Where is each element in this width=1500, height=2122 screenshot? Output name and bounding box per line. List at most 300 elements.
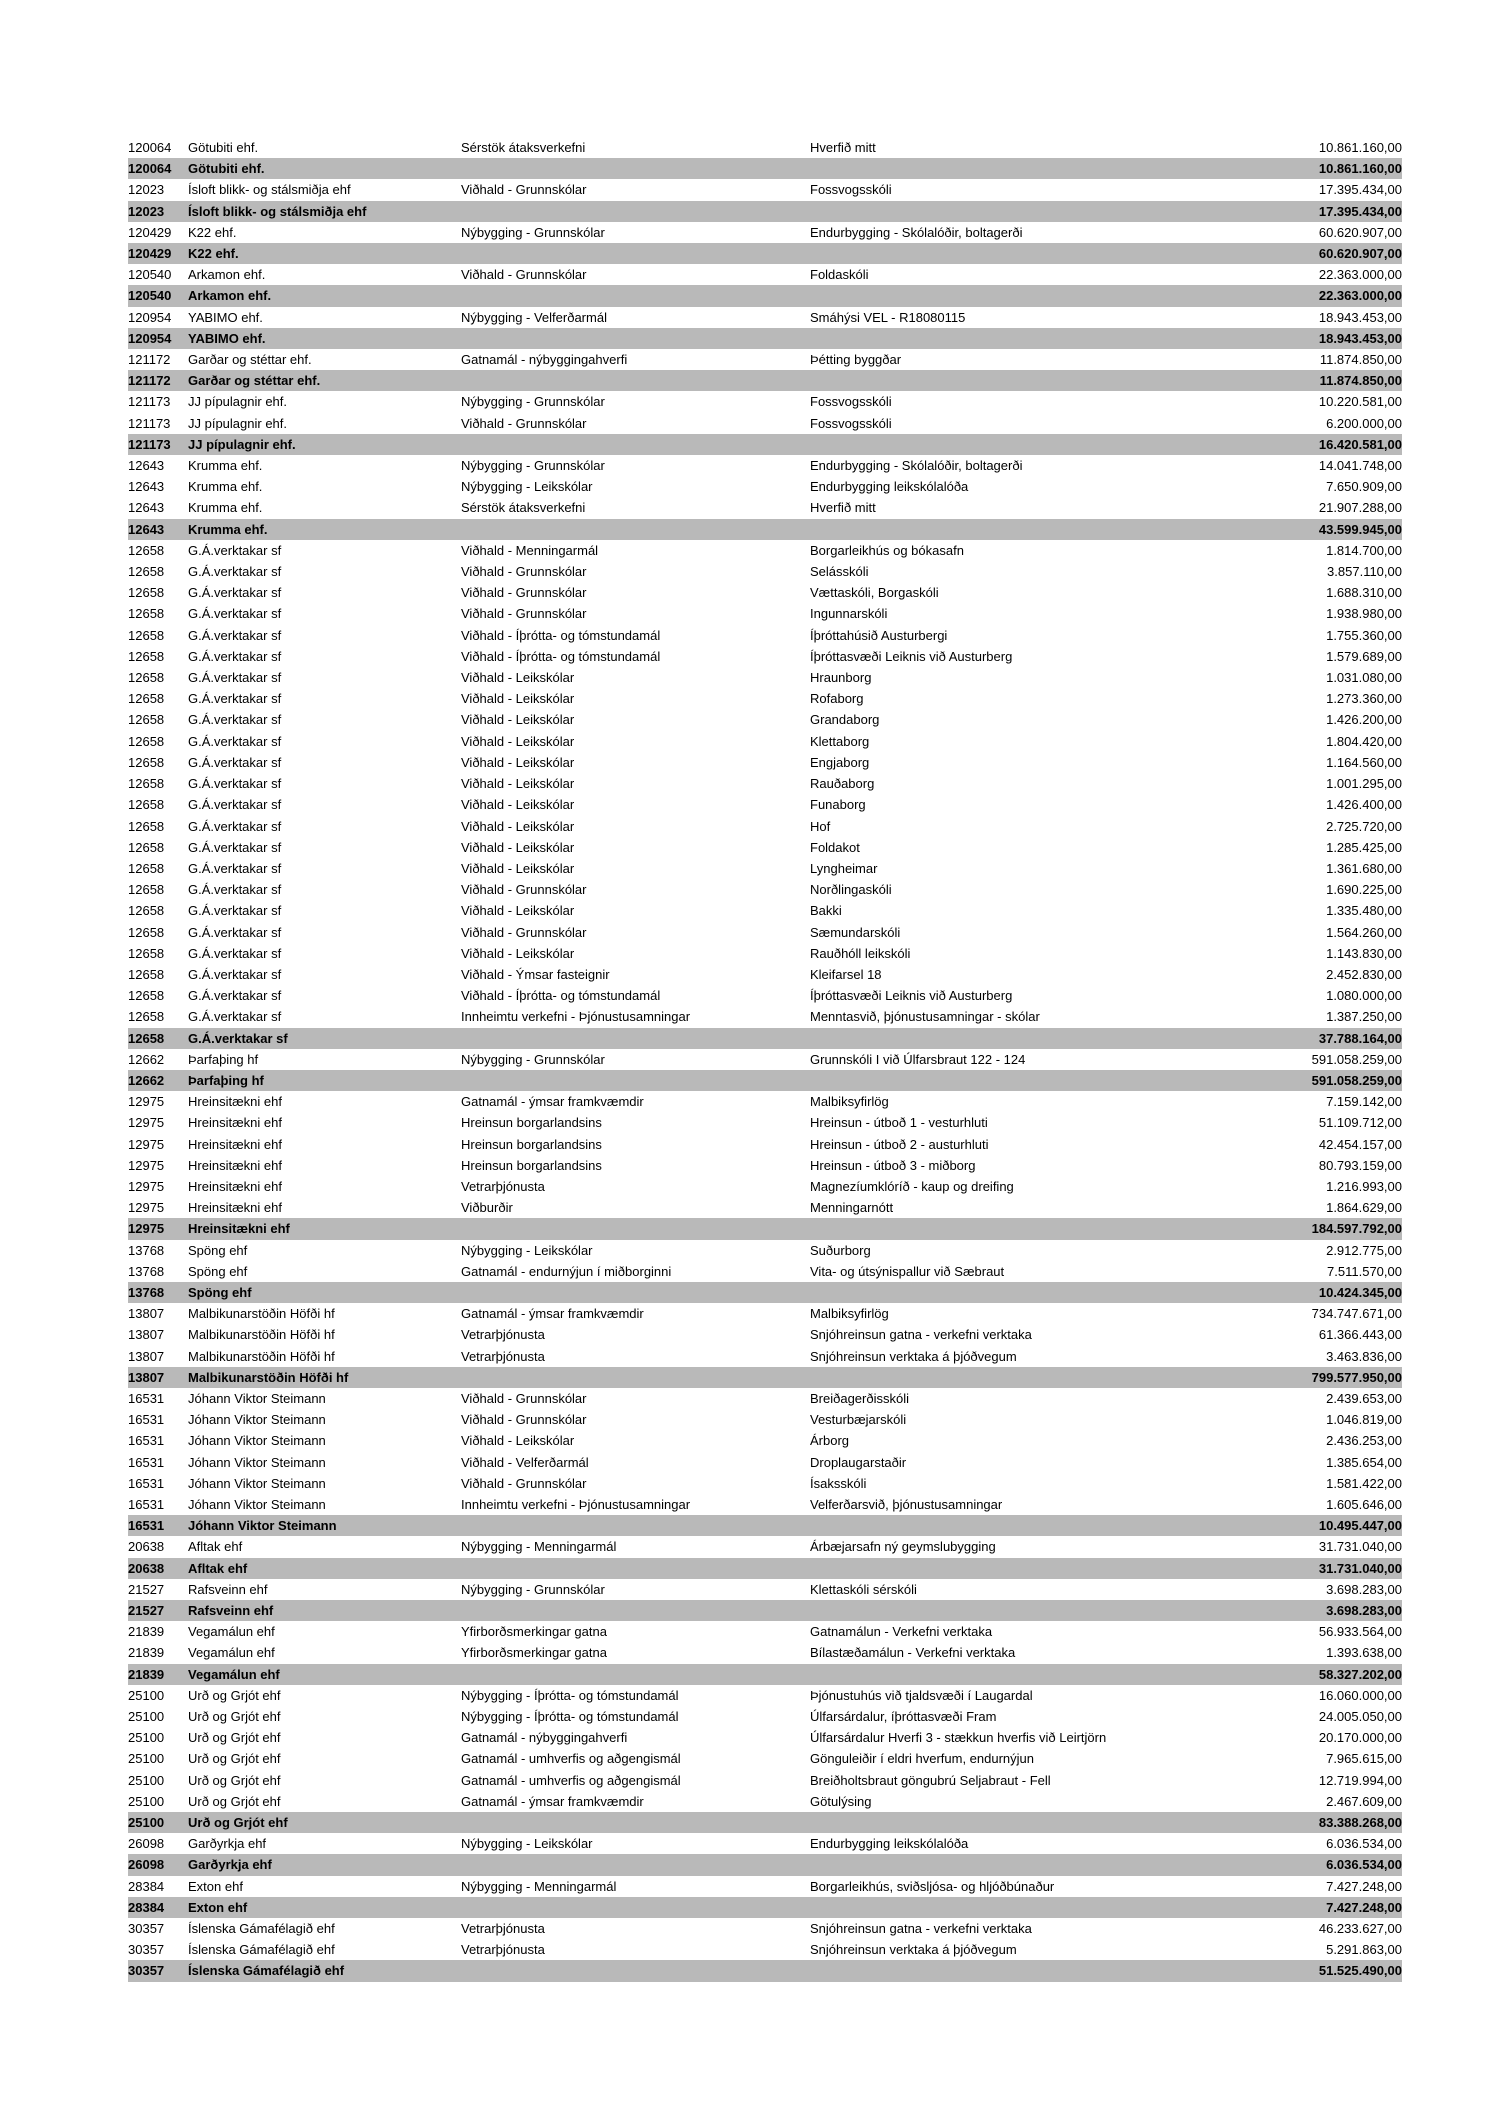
vendor-name-cell: Jóhann Viktor Steimann — [188, 1390, 326, 1406]
description-cell: Endurbygging leikskólalóða — [810, 479, 969, 495]
category-cell: Yfirborðsmerkingar gatna — [461, 1645, 607, 1661]
description-cell — [810, 1218, 1292, 1239]
vendor-id-cell: 12658 — [128, 733, 165, 749]
description-cell — [810, 370, 1292, 391]
amount-cell: 58.327.202,00 — [1318, 1666, 1402, 1682]
description-cell: Úlfarsárdalur Hverfi 3 - stækkun hverfis við Leirtjörn — [810, 1730, 1107, 1746]
vendor-name-cell: Garðyrkja ehf — [188, 1857, 272, 1873]
category-cell: Nýbygging - Leikskólar — [461, 1836, 593, 1852]
description-cell: Grunnskóli I við Úlfarsbraut 122 - 124 — [810, 1051, 1026, 1067]
amount-cell: 10.220.581,00 — [1318, 394, 1402, 410]
vendor-id-cell: 120954 — [128, 330, 172, 346]
vendor-name-cell: Afltak ehf — [188, 1560, 248, 1576]
description-cell: Kleifarsel 18 — [810, 966, 882, 982]
table-summary-row — [128, 1282, 1402, 1303]
description-cell — [810, 243, 1292, 264]
description-cell: Engjaborg — [810, 754, 870, 770]
description-cell — [810, 1282, 1292, 1303]
description-cell: Malbiksyfirlög — [810, 1094, 889, 1110]
description-cell: Smáhýsi VEL - R18080115 — [810, 309, 966, 325]
expenses-table — [128, 137, 1402, 1982]
vendor-name-cell: G.Á.verktakar sf — [188, 606, 282, 622]
vendor-id-cell: 16531 — [128, 1518, 165, 1534]
vendor-id-cell: 13807 — [128, 1348, 165, 1364]
table-row — [128, 646, 1402, 667]
amount-cell: 6.036.534,00 — [1326, 1857, 1402, 1873]
amount-cell: 83.388.268,00 — [1318, 1815, 1402, 1831]
vendor-id-cell: 12975 — [128, 1178, 165, 1194]
category-cell: Viðhald - Grunnskólar — [461, 415, 587, 431]
description-cell: Hreinsun - útboð 1 - vesturhluti — [810, 1115, 988, 1131]
vendor-name-cell: Arkamon ehf. — [188, 267, 266, 283]
vendor-id-cell: 12658 — [128, 691, 165, 707]
description-cell: Snjóhreinsun verktaka á þjóðvegum — [810, 1942, 1017, 1958]
vendor-name-cell: Íslenska Gámafélagið ehf — [188, 1921, 335, 1937]
description-cell — [810, 1367, 1292, 1388]
vendor-name-cell: Hreinsitækni ehf — [188, 1136, 282, 1152]
vendor-id-cell: 21527 — [128, 1603, 165, 1619]
description-cell: Fossvogsskóli — [810, 415, 892, 431]
table-row — [128, 900, 1402, 921]
vendor-name-cell: Jóhann Viktor Steimann — [188, 1518, 337, 1534]
vendor-id-cell: 12658 — [128, 754, 165, 770]
vendor-name-cell: Rafsveinn ehf — [188, 1581, 268, 1597]
table-row — [128, 1430, 1402, 1451]
vendor-id-cell: 13768 — [128, 1242, 165, 1258]
category-cell: Nýbygging - Grunnskólar — [461, 224, 605, 240]
table-row — [128, 1261, 1402, 1282]
table-summary-row — [128, 1218, 1402, 1239]
table-row — [128, 179, 1402, 200]
category-cell: Vetrarþjónusta — [461, 1942, 545, 1958]
amount-cell: 80.793.159,00 — [1318, 1157, 1402, 1173]
category-cell: Viðhald - Leikskólar — [461, 797, 575, 813]
vendor-id-cell: 12658 — [128, 585, 165, 601]
vendor-name-cell: G.Á.verktakar sf — [188, 691, 282, 707]
table-row — [128, 1197, 1402, 1218]
amount-cell: 1.579.689,00 — [1326, 648, 1402, 664]
table-summary-row — [128, 1960, 1402, 1981]
vendor-name-cell: K22 ehf. — [188, 224, 237, 240]
category-cell: Viðhald - Leikskólar — [461, 1433, 575, 1449]
description-cell: Magnezíumklóríð - kaup og dreifing — [810, 1178, 1014, 1194]
table-row — [128, 603, 1402, 624]
vendor-name-cell: Spöng ehf — [188, 1263, 248, 1279]
vendor-name-cell: Krumma ehf. — [188, 500, 263, 516]
table-row — [128, 1833, 1402, 1854]
vendor-id-cell: 13807 — [128, 1369, 165, 1385]
vendor-name-cell: G.Á.verktakar sf — [188, 903, 282, 919]
description-cell: Fossvogsskóli — [810, 394, 892, 410]
vendor-id-cell: 28384 — [128, 1878, 165, 1894]
amount-cell: 2.439.653,00 — [1326, 1390, 1402, 1406]
category-cell — [461, 328, 810, 349]
category-cell: Viðhald - Leikskólar — [461, 712, 575, 728]
amount-cell: 1.581.422,00 — [1326, 1475, 1402, 1491]
amount-cell: 1.031.080,00 — [1326, 670, 1402, 686]
amount-cell: 2.436.253,00 — [1326, 1433, 1402, 1449]
vendor-expense-report — [128, 137, 1402, 1982]
amount-cell: 1.605.646,00 — [1326, 1497, 1402, 1512]
amount-cell: 1.001.295,00 — [1326, 776, 1402, 792]
description-cell: Breiðholtsbraut göngubrú Seljabraut - Fell — [810, 1772, 1051, 1788]
vendor-id-cell: 25100 — [128, 1709, 165, 1725]
description-cell: Vesturbæjarskóli — [810, 1412, 907, 1428]
table-summary-row — [128, 1812, 1402, 1833]
description-cell: Borgarleikhús, sviðsljósa- og hljóðbúnaður — [810, 1878, 1055, 1894]
vendor-name-cell: Urð og Grjót ehf — [188, 1709, 281, 1725]
category-cell: Viðhald - Leikskólar — [461, 860, 575, 876]
amount-cell: 1.690.225,00 — [1326, 882, 1402, 898]
description-cell: Klettaborg — [810, 733, 870, 749]
table-row — [128, 1112, 1402, 1133]
vendor-name-cell: G.Á.verktakar sf — [188, 585, 282, 601]
table-summary-row — [128, 1515, 1402, 1536]
category-cell: Nýbygging - Íþrótta- og tómstundamál — [461, 1687, 679, 1703]
table-summary-row — [128, 1664, 1402, 1685]
category-cell — [461, 519, 810, 540]
table-row — [128, 1388, 1402, 1409]
description-cell — [810, 1600, 1292, 1621]
amount-cell: 5.291.863,00 — [1326, 1942, 1402, 1958]
table-row — [128, 264, 1402, 285]
vendor-name-cell: Exton ehf — [188, 1899, 248, 1915]
vendor-name-cell: G.Á.verktakar sf — [188, 839, 282, 855]
table-row — [128, 1134, 1402, 1155]
table-row — [128, 1006, 1402, 1027]
amount-cell: 61.366.443,00 — [1318, 1327, 1402, 1343]
category-cell — [461, 285, 810, 306]
vendor-name-cell: Vegamálun ehf — [188, 1666, 280, 1682]
vendor-name-cell: Jóhann Viktor Steimann — [188, 1475, 326, 1491]
vendor-id-cell: 12658 — [128, 1009, 165, 1025]
amount-cell: 1.688.310,00 — [1326, 585, 1402, 601]
description-cell: Foldaskóli — [810, 267, 869, 283]
amount-cell: 10.861.160,00 — [1318, 161, 1402, 177]
amount-cell: 7.650.909,00 — [1326, 479, 1402, 495]
vendor-id-cell: 12658 — [128, 648, 165, 664]
category-cell — [461, 1897, 810, 1918]
description-cell: Lyngheimar — [810, 860, 878, 876]
description-cell: Foldakot — [810, 839, 860, 855]
table-summary-row — [128, 243, 1402, 264]
table-row — [128, 667, 1402, 688]
category-cell: Gatnamál - ýmsar framkvæmdir — [461, 1306, 644, 1322]
description-cell: Malbiksyfirlög — [810, 1306, 889, 1322]
amount-cell: 31.731.040,00 — [1318, 1560, 1402, 1576]
table-summary-row — [128, 434, 1402, 455]
description-cell: Klettaskóli sérskóli — [810, 1581, 917, 1597]
vendor-name-cell: Vegamálun ehf — [188, 1645, 275, 1661]
vendor-id-cell: 12643 — [128, 521, 165, 537]
amount-cell: 3.463.836,00 — [1326, 1348, 1402, 1364]
vendor-name-cell: Exton ehf — [188, 1878, 243, 1894]
category-cell: Viðhald - Ýmsar fasteignir — [461, 966, 610, 982]
amount-cell: 3.698.283,00 — [1326, 1581, 1402, 1597]
table-row — [128, 1303, 1402, 1324]
amount-cell: 184.597.792,00 — [1311, 1221, 1402, 1237]
vendor-id-cell: 12023 — [128, 182, 165, 198]
category-cell: Viðhald - Íþrótta- og tómstundamál — [461, 988, 661, 1004]
description-cell — [810, 1897, 1292, 1918]
vendor-id-cell: 12658 — [128, 882, 165, 898]
description-cell: Íþróttahúsið Austurbergi — [810, 627, 948, 643]
vendor-name-cell: G.Á.verktakar sf — [188, 754, 282, 770]
vendor-id-cell: 12975 — [128, 1115, 165, 1131]
description-cell — [810, 1812, 1292, 1833]
amount-cell: 51.525.490,00 — [1318, 1963, 1402, 1979]
category-cell: Hreinsun borgarlandsins — [461, 1157, 602, 1173]
vendor-id-cell: 120540 — [128, 267, 172, 283]
description-cell: Snjóhreinsun verktaka á þjóðvegum — [810, 1348, 1017, 1364]
amount-cell: 56.933.564,00 — [1318, 1624, 1402, 1640]
table-summary-row — [128, 1558, 1402, 1579]
amount-cell: 17.395.434,00 — [1318, 203, 1402, 219]
vendor-id-cell: 16531 — [128, 1390, 165, 1406]
amount-cell: 60.620.907,00 — [1318, 224, 1402, 240]
description-cell: Árborg — [810, 1433, 850, 1449]
table-row — [128, 1091, 1402, 1112]
vendor-id-cell: 21839 — [128, 1624, 165, 1640]
table-row — [128, 307, 1402, 328]
vendor-name-cell: G.Á.verktakar sf — [188, 882, 282, 898]
table-row — [128, 816, 1402, 837]
vendor-name-cell: Íslenska Gámafélagið ehf — [188, 1963, 345, 1979]
vendor-name-cell: Krumma ehf. — [188, 479, 263, 495]
amount-cell: 60.620.907,00 — [1318, 246, 1402, 262]
vendor-id-cell: 30357 — [128, 1963, 165, 1979]
category-cell — [461, 1515, 810, 1536]
description-cell: Endurbygging - Skólalóðir, boltagerði — [810, 224, 1023, 240]
table-row — [128, 561, 1402, 582]
amount-cell: 14.041.748,00 — [1318, 458, 1402, 474]
vendor-name-cell: G.Á.verktakar sf — [188, 1009, 282, 1025]
vendor-name-cell: G.Á.verktakar sf — [188, 712, 282, 728]
category-cell: Viðhald - Leikskólar — [461, 670, 575, 686]
vendor-name-cell: Jóhann Viktor Steimann — [188, 1412, 326, 1428]
category-cell: Sérstök átaksverkefni — [461, 500, 586, 516]
vendor-name-cell: Malbikunarstöðin Höfði hf — [188, 1327, 335, 1343]
amount-cell: 1.426.200,00 — [1326, 712, 1402, 728]
vendor-id-cell: 25100 — [128, 1730, 165, 1746]
amount-cell: 2.452.830,00 — [1326, 966, 1402, 982]
description-cell: Breiðagerðisskóli — [810, 1390, 909, 1406]
vendor-id-cell: 13768 — [128, 1284, 165, 1300]
description-cell: Hreinsun - útboð 3 - miðborg — [810, 1157, 976, 1173]
amount-cell: 18.943.453,00 — [1318, 330, 1402, 346]
amount-cell: 1.864.629,00 — [1326, 1200, 1402, 1216]
category-cell: Viðhald - Leikskólar — [461, 818, 575, 834]
amount-cell: 1.393.638,00 — [1326, 1645, 1402, 1661]
description-cell: Borgarleikhús og bókasafn — [810, 542, 964, 558]
description-cell: Selásskóli — [810, 564, 869, 580]
vendor-name-cell: Urð og Grjót ehf — [188, 1772, 281, 1788]
amount-cell: 1.216.993,00 — [1326, 1178, 1402, 1194]
vendor-id-cell: 12658 — [128, 776, 165, 792]
table-row — [128, 1876, 1402, 1897]
description-cell — [810, 1854, 1292, 1875]
table-row — [128, 964, 1402, 985]
category-cell: Gatnamál - ýmsar framkvæmdir — [461, 1094, 644, 1110]
amount-cell: 1.046.819,00 — [1326, 1412, 1402, 1428]
category-cell — [461, 1367, 810, 1388]
description-cell: Ingunnarskóli — [810, 606, 888, 622]
vendor-name-cell: Garðyrkja ehf — [188, 1836, 267, 1852]
vendor-id-cell: 25100 — [128, 1772, 165, 1788]
amount-cell: 51.109.712,00 — [1318, 1115, 1402, 1131]
description-cell: Þjónustuhús við tjaldsvæði í Laugardal — [810, 1687, 1033, 1703]
description-cell — [810, 434, 1292, 455]
vendor-name-cell: Malbikunarstöðin Höfði hf — [188, 1306, 335, 1322]
vendor-name-cell: K22 ehf. — [188, 246, 239, 262]
category-cell: Nýbygging - Menningarmál — [461, 1878, 617, 1894]
category-cell: Viðhald - Velferðarmál — [461, 1454, 589, 1470]
vendor-name-cell: G.Á.verktakar sf — [188, 797, 282, 813]
amount-cell: 17.395.434,00 — [1318, 182, 1402, 198]
vendor-id-cell: 25100 — [128, 1751, 165, 1767]
description-cell: Ísaksskóli — [810, 1475, 867, 1491]
table-row — [128, 1939, 1402, 1960]
category-cell — [461, 370, 810, 391]
amount-cell: 6.036.534,00 — [1326, 1836, 1402, 1852]
table-summary-row — [128, 1367, 1402, 1388]
table-summary-row — [128, 1854, 1402, 1875]
table-summary-row — [128, 158, 1402, 179]
table-row — [128, 922, 1402, 943]
table-row — [128, 540, 1402, 561]
vendor-name-cell: G.Á.verktakar sf — [188, 733, 282, 749]
vendor-id-cell: 25100 — [128, 1815, 165, 1831]
vendor-id-cell: 28384 — [128, 1899, 165, 1915]
vendor-name-cell: JJ pípulagnir ehf. — [188, 415, 288, 431]
amount-cell: 24.005.050,00 — [1318, 1709, 1402, 1725]
vendor-id-cell: 30357 — [128, 1921, 165, 1937]
category-cell: Viðhald - Grunnskólar — [461, 924, 587, 940]
description-cell — [810, 285, 1292, 306]
vendor-id-cell: 121173 — [128, 415, 171, 431]
amount-cell: 2.467.609,00 — [1326, 1793, 1402, 1809]
table-row — [128, 137, 1402, 158]
category-cell — [461, 1854, 810, 1875]
vendor-id-cell: 121172 — [128, 352, 171, 368]
category-cell — [461, 1070, 810, 1091]
vendor-id-cell: 12658 — [128, 797, 165, 813]
amount-cell: 22.363.000,00 — [1318, 288, 1402, 304]
category-cell: Gatnamál - nýbyggingahverfi — [461, 1730, 628, 1746]
amount-cell: 799.577.950,00 — [1311, 1369, 1402, 1385]
category-cell: Gatnamál - umhverfis og aðgengismál — [461, 1772, 681, 1788]
table-row — [128, 837, 1402, 858]
category-cell: Viðhald - Leikskólar — [461, 733, 575, 749]
vendor-id-cell: 12658 — [128, 564, 165, 580]
vendor-id-cell: 26098 — [128, 1836, 165, 1852]
table-row — [128, 1748, 1402, 1769]
amount-cell: 11.874.850,00 — [1319, 373, 1402, 389]
vendor-name-cell: Jóhann Viktor Steimann — [188, 1433, 326, 1449]
table-row — [128, 391, 1402, 412]
amount-cell: 10.495.447,00 — [1318, 1518, 1402, 1534]
vendor-id-cell: 12662 — [128, 1072, 165, 1088]
description-cell: Snjóhreinsun gatna - verkefni verktaka — [810, 1921, 1032, 1937]
description-cell: Norðlingaskóli — [810, 882, 892, 898]
vendor-id-cell: 12658 — [128, 988, 165, 1004]
category-cell: Viðhald - Grunnskólar — [461, 182, 587, 198]
vendor-id-cell: 12658 — [128, 627, 165, 643]
vendor-name-cell: Jóhann Viktor Steimann — [188, 1497, 326, 1512]
table-row — [128, 349, 1402, 370]
category-cell: Vetrarþjónusta — [461, 1327, 545, 1343]
vendor-id-cell: 12643 — [128, 479, 165, 495]
description-cell — [810, 1028, 1292, 1049]
vendor-name-cell: G.Á.verktakar sf — [188, 860, 282, 876]
description-cell: Hverfið mitt — [810, 140, 876, 155]
amount-cell: 21.907.288,00 — [1318, 500, 1402, 516]
vendor-id-cell: 25100 — [128, 1793, 165, 1809]
table-row — [128, 1346, 1402, 1367]
amount-cell: 16.420.581,00 — [1318, 436, 1402, 452]
category-cell: Viðburðir — [461, 1200, 513, 1216]
vendor-id-cell: 21839 — [128, 1666, 165, 1682]
description-cell: Menningarnótt — [810, 1200, 894, 1216]
description-cell: Hreinsun - útboð 2 - austurhluti — [810, 1136, 989, 1152]
vendor-name-cell: Arkamon ehf. — [188, 288, 272, 304]
table-row — [128, 1240, 1402, 1261]
vendor-name-cell: G.Á.verktakar sf — [188, 627, 282, 643]
table-row — [128, 455, 1402, 476]
category-cell: Nýbygging - Grunnskólar — [461, 458, 605, 474]
vendor-id-cell: 121172 — [128, 373, 171, 389]
amount-cell: 10.424.345,00 — [1318, 1284, 1402, 1300]
table-row — [128, 1579, 1402, 1600]
amount-cell: 20.170.000,00 — [1318, 1730, 1402, 1746]
category-cell — [461, 158, 810, 179]
description-cell: Hverfið mitt — [810, 500, 876, 516]
category-cell — [461, 1960, 810, 1981]
vendor-id-cell: 12658 — [128, 1030, 165, 1046]
vendor-name-cell: G.Á.verktakar sf — [188, 988, 282, 1004]
amount-cell: 16.060.000,00 — [1318, 1687, 1402, 1703]
category-cell: Nýbygging - Menningarmál — [461, 1539, 617, 1555]
vendor-name-cell: Malbikunarstöðin Höfði hf — [188, 1348, 335, 1364]
table-row — [128, 1155, 1402, 1176]
vendor-name-cell: JJ pípulagnir ehf. — [188, 394, 288, 410]
table-row — [128, 1536, 1402, 1557]
table-summary-row — [128, 1897, 1402, 1918]
vendor-id-cell: 12658 — [128, 818, 165, 834]
vendor-name-cell: G.Á.verktakar sf — [188, 966, 282, 982]
description-cell: Bílastæðamálun - Verkefni verktaka — [810, 1645, 1016, 1661]
category-cell: Nýbygging - Grunnskólar — [461, 394, 605, 410]
amount-cell: 1.426.400,00 — [1326, 797, 1402, 813]
amount-cell: 1.361.680,00 — [1326, 860, 1402, 876]
amount-cell: 1.335.480,00 — [1326, 903, 1402, 919]
description-cell: Úlfarsárdalur, íþróttasvæði Fram — [810, 1709, 997, 1725]
amount-cell: 1.080.000,00 — [1326, 988, 1402, 1004]
amount-cell: 2.725.720,00 — [1326, 818, 1402, 834]
amount-cell: 37.788.164,00 — [1318, 1030, 1402, 1046]
category-cell: Nýbygging - Leikskólar — [461, 479, 593, 495]
amount-cell: 7.965.615,00 — [1326, 1751, 1402, 1767]
vendor-name-cell: G.Á.verktakar sf — [188, 1030, 288, 1046]
category-cell — [461, 1600, 810, 1621]
vendor-name-cell: G.Á.verktakar sf — [188, 818, 282, 834]
vendor-name-cell: Jóhann Viktor Steimann — [188, 1454, 326, 1470]
table-row — [128, 1452, 1402, 1473]
vendor-name-cell: JJ pípulagnir ehf. — [188, 436, 296, 452]
amount-cell: 11.874.850,00 — [1319, 352, 1402, 368]
table-row — [128, 1706, 1402, 1727]
vendor-id-cell: 13768 — [128, 1263, 165, 1279]
